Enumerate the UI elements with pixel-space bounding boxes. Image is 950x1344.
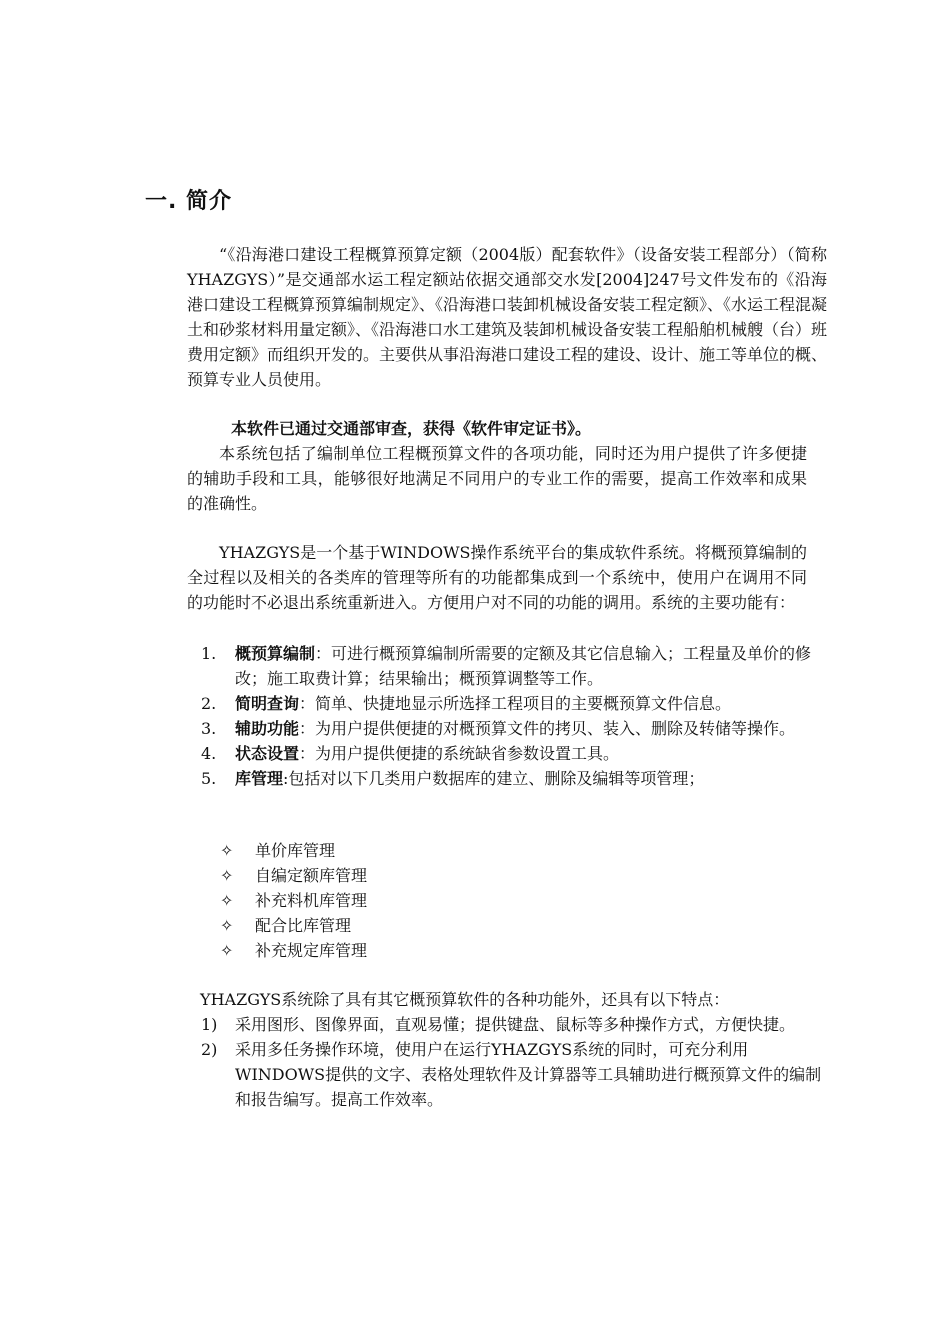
section-heading: 一. 简介 bbox=[145, 189, 233, 214]
list-item bbox=[195, 1012, 825, 1037]
list-number: 2. bbox=[201, 694, 217, 713]
library-label: 补充料机库管理 bbox=[255, 891, 368, 910]
library-label: 补充规定库管理 bbox=[255, 941, 368, 960]
feature-term: 简明查询 bbox=[235, 694, 300, 713]
feature-separator: ： bbox=[315, 644, 332, 663]
diamond-bullet-icon: ✧ bbox=[220, 866, 234, 885]
feature-description: 为用户提供便捷的对概预算文件的拷贝、装入、删除及转储等操作。 bbox=[315, 719, 796, 738]
list-number: 2) bbox=[201, 1040, 218, 1059]
list-item bbox=[195, 741, 815, 766]
diamond-bullet-icon: ✧ bbox=[220, 916, 234, 935]
list-item bbox=[220, 863, 367, 888]
library-label: 自编定额库管理 bbox=[255, 866, 368, 885]
feature-separator: ： bbox=[299, 744, 316, 763]
feature-term: 概预算编制 bbox=[235, 644, 316, 663]
integration-paragraph: YHAZGYS是一个基于WINDOWS操作系统平台的集成软件系统。将概预算编制的全过程以及相关的各类库的管理等所有的功能都集成到一个系统中，使用户在调用不同的功能时不必退出系统重新进入。方便用户对不同的功能的调用。系统的主要功能有： bbox=[187, 543, 807, 612]
feature-separator: ： bbox=[299, 694, 316, 713]
diamond-bullet-icon: ✧ bbox=[220, 841, 234, 860]
list-item bbox=[220, 888, 367, 913]
list-number: 4. bbox=[201, 744, 217, 763]
list-item bbox=[220, 838, 367, 863]
feature-term: 辅助功能 bbox=[235, 719, 300, 738]
feature-term: 状态设置 bbox=[235, 744, 300, 763]
intro-paragraph: “《沿海港口建设工程概算预算定额（2004版）配套软件》（设备安装工程部分）（简称YHAZGYS）”是交通部水运工程定额站依据交通部交水发[2004]247号文件发布的《沿海港口建设工程概算预算编制规定》、《沿海港口装卸机械设备安装工程定额》、《水运工程混凝土和砂浆材料用量定额》、《沿海港口水工建筑及装卸机械设备安装工程船舶机械艘（台）班费用定额》而组织开发的。主要供从事沿海港口建设工程的建设、设计、施工等单位的概、预算专业人员使用。 bbox=[187, 245, 828, 389]
traits-list bbox=[195, 1012, 825, 1112]
feature-description: 简单、快捷地显示所选择工程项目的主要概预算文件信息。 bbox=[315, 694, 732, 713]
list-number: 1) bbox=[201, 1015, 218, 1034]
trait-text: 采用图形、图像界面，直观易懂；提供键盘、鼠标等多种操作方式，方便快捷。 bbox=[235, 1015, 796, 1034]
feature-list bbox=[195, 641, 815, 791]
list-item bbox=[195, 766, 815, 791]
list-number: 3. bbox=[201, 719, 217, 738]
certification-paragraph: 本软件已通过交通部审查，获得《软件审定证书》。 bbox=[231, 419, 592, 438]
list-item bbox=[195, 1037, 825, 1112]
feature-separator: ： bbox=[299, 719, 316, 738]
diamond-bullet-icon: ✧ bbox=[220, 891, 234, 910]
list-item bbox=[220, 938, 367, 963]
list-number: 5. bbox=[201, 769, 217, 788]
feature-description: 包括对以下几类用户数据库的建立、删除及编辑等项管理； bbox=[288, 769, 705, 788]
system-description-paragraph: 本系统包括了编制单位工程概预算文件的各项功能，同时还为用户提供了许多便捷的辅助手段和工具，能够很好地满足不同用户的专业工作的需要，提高工作效率和成果的准确性。 bbox=[187, 444, 807, 513]
library-list bbox=[220, 838, 367, 963]
features-intro-paragraph: YHAZGYS系统除了具有其它概预算软件的各种功能外，还具有以下特点： bbox=[200, 990, 730, 1009]
library-label: 单价库管理 bbox=[255, 841, 336, 860]
library-label: 配合比库管理 bbox=[255, 916, 352, 935]
list-item bbox=[195, 691, 815, 716]
list-item bbox=[220, 913, 367, 938]
list-number: 1. bbox=[201, 644, 217, 663]
list-item bbox=[195, 641, 815, 691]
feature-description: 可进行概预算编制所需要的定额及其它信息输入；工程量及单价的修改；施工取费计算；结果输出；概预算调整等工作。 bbox=[235, 644, 812, 688]
list-item bbox=[195, 716, 815, 741]
feature-description: 为用户提供便捷的系统缺省参数设置工具。 bbox=[315, 744, 620, 763]
feature-term: 库管理 bbox=[235, 769, 284, 788]
feature-separator: : bbox=[283, 769, 289, 788]
trait-text: 采用多任务操作环境，使用户在运行YHAZGYS系统的同时，可充分利用WINDOWS提供的文字、表格处理软件及计算器等工具辅助进行概预算文件的编制和报告编写。提高工作效率。 bbox=[235, 1040, 822, 1109]
diamond-bullet-icon: ✧ bbox=[220, 941, 234, 960]
